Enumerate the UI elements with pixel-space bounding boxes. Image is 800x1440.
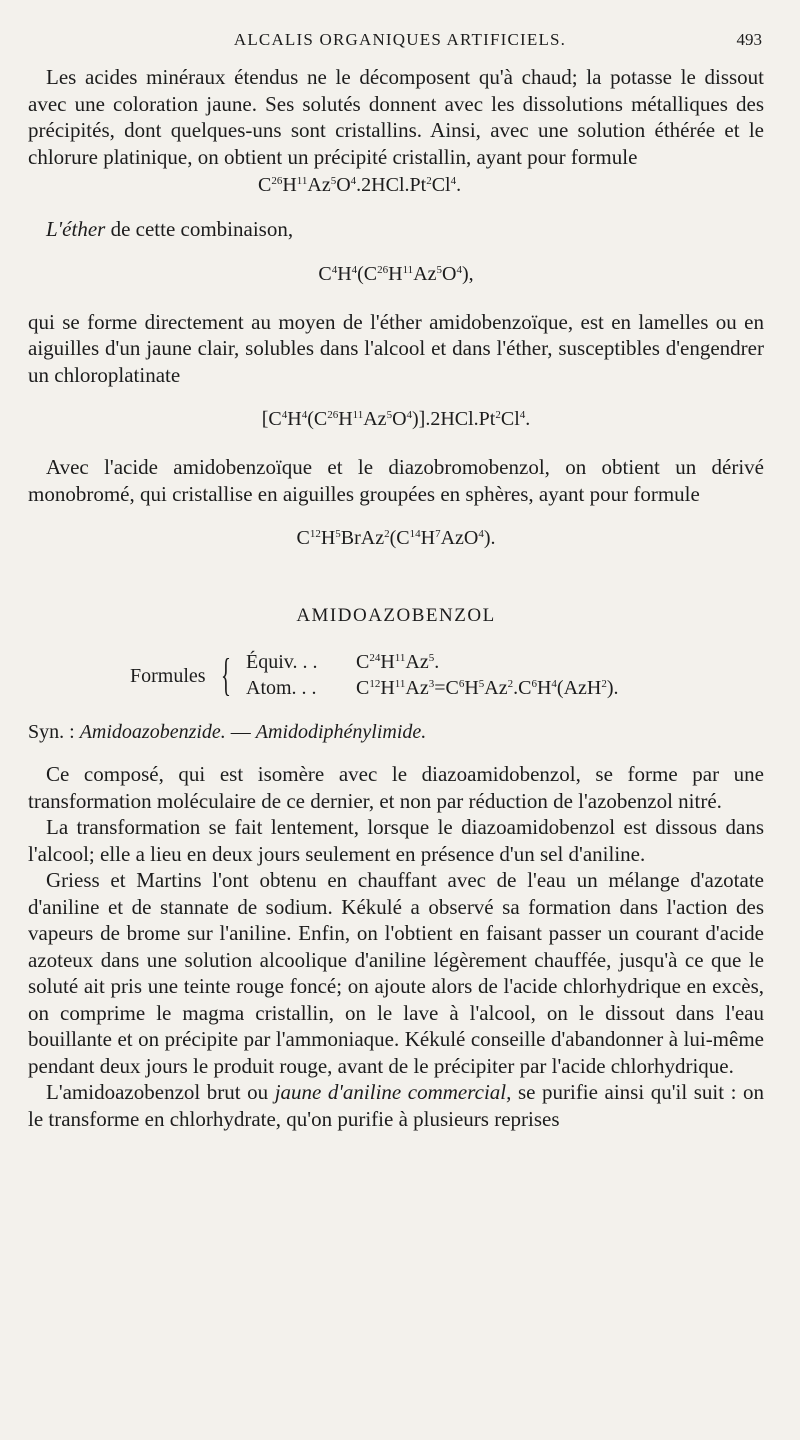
paragraph-2: L'éther de cette combinaison, (46, 217, 294, 241)
page-body (28, 64, 764, 1132)
paragraph-3: qui se forme directement au moyen de l'éther amidobenzoïque, est en lamelles ou en aiguilles d'un jaune clair, solubles dans l'alcool et dans l'éther, susceptibles d'engendrer un chloroplatinate (28, 309, 764, 387)
section-title: AMIDOAZOBENZOL (296, 605, 496, 626)
paragraph-8: L'amidoazobenzol brut ou jaune d'aniline commercial, se purifie ainsi qu'il suit : on le transforme en chlorhydrate, qu'on purifie à plusieurs reprises (28, 1080, 765, 1131)
synonyms: Syn. : Amidoazobenzide. — Amidodiphénylimide. (28, 721, 427, 743)
formula-monobromo: $C^{12}H^5BrAz^2(C^{14}H^7AzO^4)$. (296, 527, 496, 549)
brace: { (221, 649, 231, 700)
formula-chloroplatinate-base: $C^{26}H^{11}Az^5O^4.2HCl.Pt^2Cl^4$. (258, 174, 462, 196)
formulas-block (28, 649, 764, 707)
page-header (30, 30, 770, 56)
paragraph-7: Griess et Martins l'ont obtenu en chauffant avec de l'eau un mélange d'azotate d'aniline et de stannate de sodium. Kékulé a observé sa formation dans l'action des vapeurs de brome sur l'aniline. Enfin, on l'obtient en faisant passer un courant d'acide azoteux dans une solution alcoolique d'aniline légèrement chauffée, jusqu'à ce que le soluté ait pris une teinte rouge foncé; on ajoute alors de l'acide chlorhydrique en excès, on comprime le magma cristallin, on le lave à l'alcool, on le dissout dans l'eau bouillante et on précipite par l'ammoniaque. Kékulé conseille d'abandonner à lui-même pendant deux jours le produit rouge, avant de le précipiter par l'acide chlorhydrique. (28, 868, 764, 1078)
paragraph-1: Les acides minéraux étendus ne le décomposent qu'à chaud; la potasse le dissout avec une coloration jaune. Ses solutés donnent avec les dissolutions métalliques des précipités, dont quelques-uns sont cristallins. Ainsi, avec une solution éthérée et le chlorure platinique, on obtient un précipité cristallin, ayant pour formule (28, 65, 764, 169)
formula-ether: $C^4H^4(C^{26}H^{11}Az^5O^4)$, (318, 262, 474, 285)
formula-row-equiv: Équiv. . . $C^{24}H^{11}Az^5$. (246, 651, 440, 673)
formula-chloroplatinate-ether: $[C^4H^4(C^{26}H^{11}Az^5O^4)].2HCl.Pt^2Cl^4$. (261, 408, 531, 430)
paragraph-6: La transformation se fait lentement, lorsque le diazoamidobenzol est dissous dans l'alcool; elle a lieu en deux jours seulement en présence d'un sel d'aniline. (28, 815, 764, 866)
paragraph-5: Ce composé, qui est isomère avec le diazoamidobenzol, se forme par une transformation moléculaire de ce dernier, et non par réduction de l'azobenzol nitré. (28, 762, 764, 813)
running-title: ALCALIS ORGANIQUES ARTIFICIELS. (233, 30, 567, 49)
formula-row-atom: Atom. . . $C^{12}H^{11}Az^3=C^6H^5Az^2.C^6H^4(AzH^2)$. (246, 677, 619, 699)
page-number: 493 (736, 30, 762, 49)
paragraph-4: Avec l'acide amidobenzoïque et le diazobromobenzol, on obtient un dérivé monobromé, qui cristallise en aiguilles groupées en sphères, ayant pour formule (28, 455, 764, 506)
formulas-label: Formules (130, 665, 206, 687)
